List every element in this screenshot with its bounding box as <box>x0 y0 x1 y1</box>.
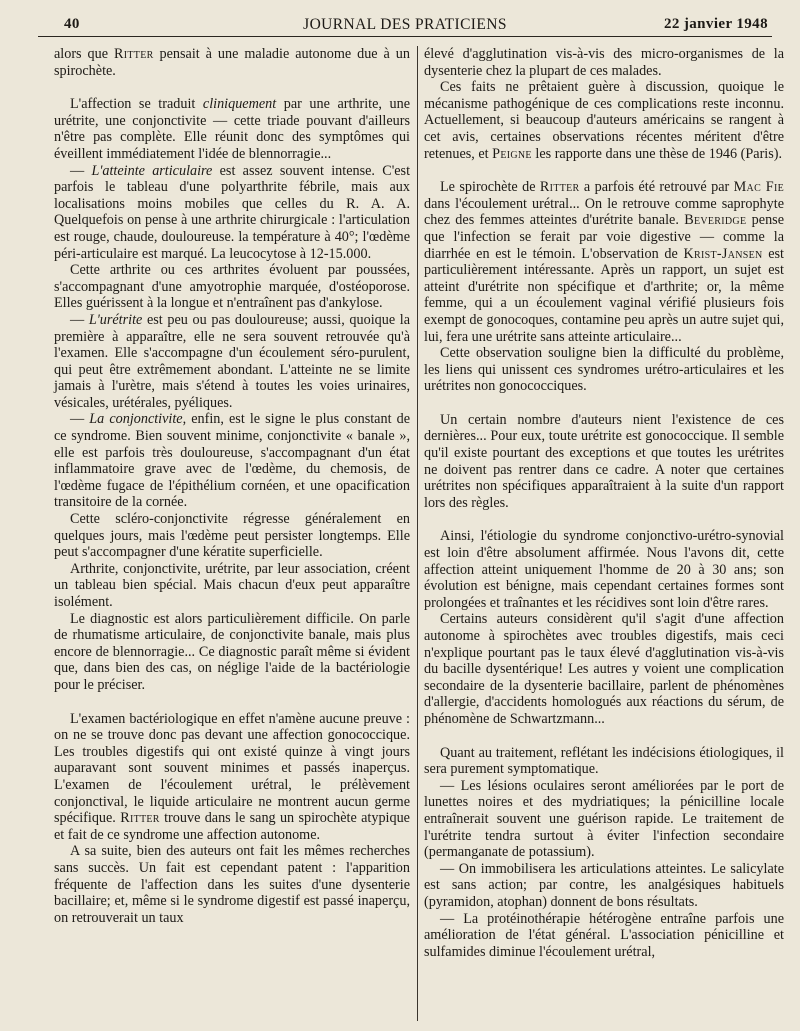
author-name: Ritter <box>113 46 154 62</box>
paragraph: Certains auteurs considèrent qu'il s'agit d'une affection autonome à spirochètes avec troubles digestifs, mais ceci n'explique pourtant pas le taux élevé d'agglutination vis-à-vis du bacille dysentérique! Les autres y voient une complication secondaire de la dysenterie bacillaire, parlent de phénomènes d'allergie, d'accidents homologués aux réactions du sérum, de phénomène de Schwartzmann... <box>424 611 784 727</box>
paragraph: Quant au traitement, reflétant les indécisions étiologiques, il sera purement symptomatique. <box>424 744 784 778</box>
section-term: L'atteinte articulaire <box>91 162 213 179</box>
paragraph: — La conjonctivite, enfin, est le signe le plus constant de ce syndrome. Bien souvent minime, conjonctivite « banale », elle est parfois très douloureuse, s'accompagnant d'un état inflammatoire grave avec de l'œdème, du chemosis, de l'œdème fugace de l'épithélium cornéen, et une opacification transitoire de la cornée. <box>54 411 410 511</box>
journal-title: JOURNAL DES PRATICIENS <box>303 16 507 33</box>
paragraph: — On immobilisera les articulations atteintes. Le salicylate est sans action; par contre, les analgésiques habituels (pyramidon, atophan) donnent de bons résultats. <box>424 860 784 910</box>
paragraph: Cette scléro-conjonctivite régresse généralement en quelques jours, mais l'œdème peut persister longtemps. Elle peut s'accompagner d'une kératite superficielle. <box>54 511 410 561</box>
paragraph: — L'atteinte articulaire est assez souvent intense. C'est parfois le tableau d'une polyarthrite fébrile, mais aux localisations moins mobiles que celles du R. A. A. Quelquefois on pense à une arthrite chirurgicale : l'articulation est rouge, chaude, douloureuse. la température à 40°; l'œdème péri-articulaire est marqué. La leucocytose à 12-15.000. <box>54 162 411 262</box>
right-column <box>424 46 784 960</box>
paragraph: alors que Ritter pensait à une maladie autonome due à un spirochète. <box>54 46 410 79</box>
author-name: Ritter <box>120 810 160 827</box>
paragraph: Arthrite, conjonctivite, urétrite, par leur association, créent un tableau bien spécial. Mais chacun d'eux peut apparaître isolément. <box>54 560 410 610</box>
section-term: L'urétrite <box>88 311 143 328</box>
page-number: 40 <box>64 16 80 32</box>
author-name: Ritter <box>539 179 580 196</box>
paragraph: L'examen bactériologique en effet n'amène aucune preuve : on ne se trouve donc pas devant une affection gonococcique. Les troubles digestifs qui ont existé quinze à vingt jours auparavant sont souvent minimes et passés inaperçus. L'examen de l'écoulement urétral, le prélèvement conjonctival, le liquide articulaire ne montrent aucun germe spécifique. Ritter trouve dans le sang un spirochète atypique et fait de ce syndrome une affection autonome. <box>54 710 410 843</box>
author-name: Peigne <box>492 145 532 162</box>
paragraph: Le spirochète de Ritter a parfois été retrouvé par Mac Fie dans l'écoulement urétral... On le retrouve comme saprophyte chez des femmes atteintes d'urétrite banale. Beveridge pense que l'infection se ferait par voie digestive — comme la diarrhée en est le témoin. L'observation de Krist-Jansen est particulièrement intéressante. Après un rapport, un sujet est atteint d'urétrite non spécifique et d'arthrite; or, la même femme, qui a un écoulement vaginal vérifié plusieurs fois exempt de gonocoques, contamine peu après un autre sujet qui, lui, fera une urétrite sans atteinte articulaire... <box>424 179 784 345</box>
paragraph: élevé d'agglutination vis-à-vis des micro-organismes de la dysenterie chez la plupart de ces malades. <box>424 46 784 79</box>
paragraph: — L'urétrite est peu ou pas douloureuse; aussi, quoique la première à apparaître, elle ne sera souvent retrouvée qu'à l'examen. Elle s'accompagne d'un écoulement séro-purulent, qui peut être extrêmement abondant. L'atteinte ne se limite jamais à l'urètre, mais s'étend à toutes les voies urinaires, vésicales, urétérales, pyéliques. <box>54 311 411 411</box>
paragraph: Cette arthrite ou ces arthrites évoluent par poussées, s'accompagnant d'une amyotrophie marquée, d'ostéoporose. Elles guérissent à la longue et n'entraînent pas d'ankylose. <box>54 262 410 312</box>
left-column <box>54 46 410 926</box>
paragraph: L'affection se traduit cliniquement par une arthrite, une urétrite, une conjonctivite — cette triade pouvant d'ailleurs n'être pas complète. Elle réunit donc des symptômes qui éveillent immédiatement l'idée de blennorragie... <box>54 96 411 162</box>
paragraph: Ces faits ne prêtaient guère à discussion, quoique le mécanisme pathogénique de ces complications reste inconnu. Actuellement, si beaucoup d'auteurs américains se rangent à cet avis, certaines observations récentes méritent d'être retenues, et Peigne les rapporte dans une thèse de 1946 (Paris). <box>424 79 784 162</box>
emphasis: cliniquement <box>202 96 277 113</box>
paragraph: Un certain nombre d'auteurs nient l'existence de ces dernières... Pour eux, toute urétrite est gonococcique. Il semble qu'il existe pourtant des exceptions et que toutes les urétrites ne doivent pas rentrer dans ce cadre. A noter que certaines urétrites non spécifiques apparaîtraient à la suite d'un rapport lors des règles. <box>424 411 784 511</box>
author-name: Krist-Jansen <box>683 245 763 262</box>
paragraph: — La protéinothérapie hétérogène entraîne parfois une amélioration de l'état général. L'association pénicilline et sulfamides diminue l'écoulement urétral, <box>424 910 784 960</box>
author-name: Beveridge <box>684 212 747 229</box>
page-header <box>38 14 772 37</box>
section-term: La conjonctivite <box>89 411 183 428</box>
paragraph: A sa suite, bien des auteurs ont fait les mêmes recherches sans succès. Un fait est cependant patent : l'apparition fréquente de l'affection dans les suites d'une dysenterie bacillaire; et, même si le syndrome digestif est passé inaperçu, on retrouverait un taux <box>54 843 410 926</box>
author-name: Mac Fie <box>733 179 784 196</box>
column-divider <box>417 46 418 1021</box>
paragraph: Cette observation souligne bien la difficulté du problème, les liens qui unissent ces syndromes urétro-articulaires et les urétrites non gonococciques. <box>424 345 784 395</box>
issue-date: 22 janvier 1948 <box>663 16 768 32</box>
paragraph: Ainsi, l'étiologie du syndrome conjonctivo-urétro-synovial est loin d'être absolument affirmée. Nous l'avons dit, cette affection atteint uniquement l'homme de 20 à 30 ans; son évolution est bénigne, mais cependant certaines formes sont prolongées et traînantes et les récidives sont loin d'être rares. <box>424 528 784 611</box>
paragraph: — Les lésions oculaires seront améliorées par le port de lunettes noires et des mydriatiques; la pénicilline locale entraînerait souvent une guérison rapide. Le traitement de l'urétrite tendra surtout à éviter l'infection secondaire (permanganate de potassium). <box>424 777 784 861</box>
paragraph: Le diagnostic est alors particulièrement difficile. On parle de rhumatisme articulaire, de conjonctivite banale, mais plus encore de blennorragie... Ce diagnostic paraît même si évident que, dans bien des cas, on néglige l'aide de la bactériologie pour le préciser. <box>54 610 410 693</box>
